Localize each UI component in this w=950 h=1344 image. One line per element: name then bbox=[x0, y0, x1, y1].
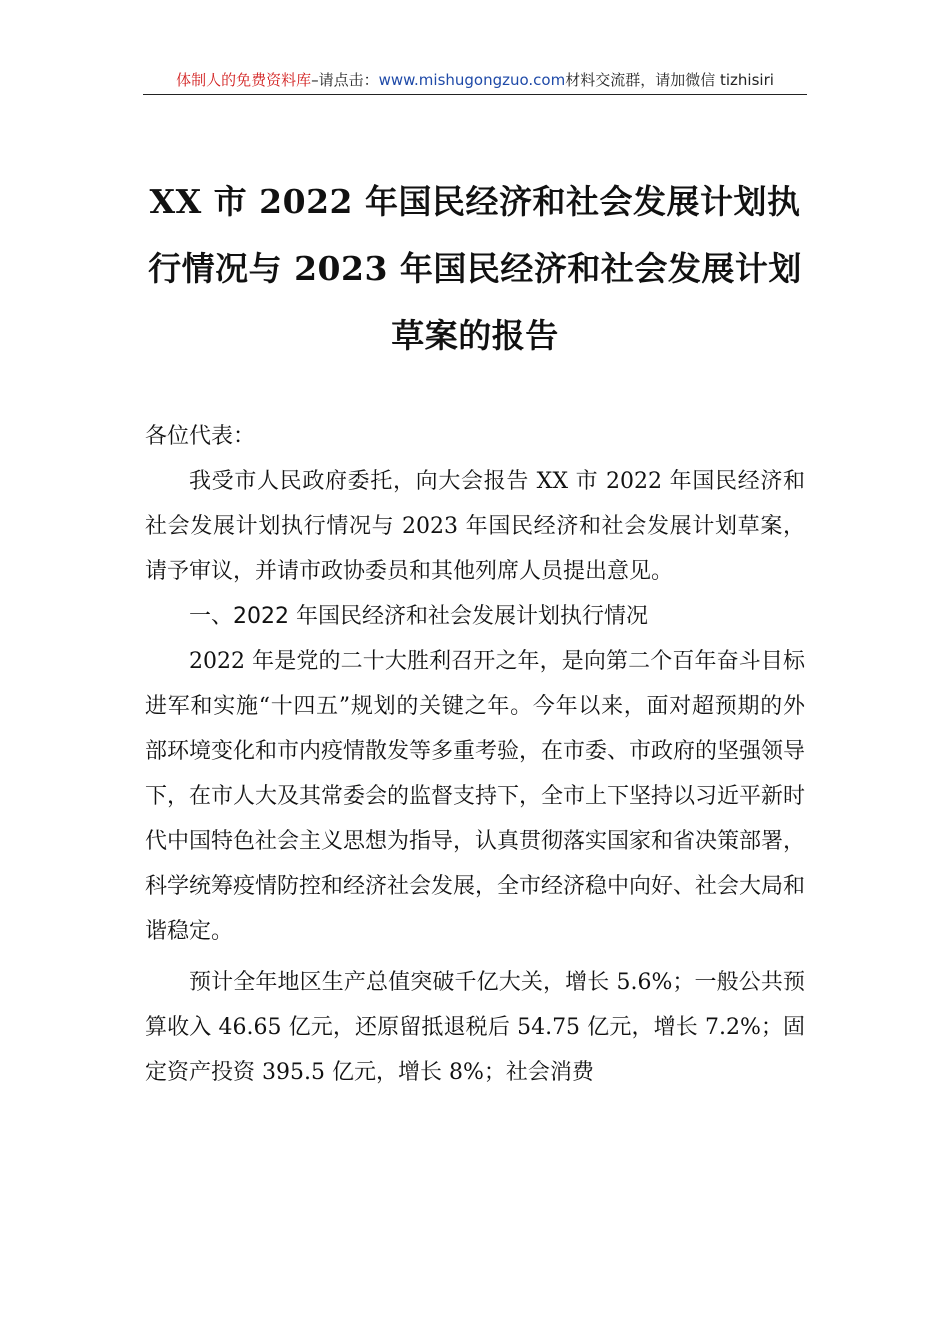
header-tail: 材料交流群，请加微信 tizhisiri bbox=[565, 71, 774, 89]
title-line-3: 草案的报告 bbox=[391, 316, 559, 355]
header-separator: –请点击： bbox=[311, 71, 379, 89]
header-brand: 体制人的免费资料库 bbox=[176, 71, 312, 89]
paragraph-overview: 2022 年是党的二十大胜利召开之年，是向第二个百年奋斗目标进军和实施“十四五”规划的关键之年。今年以来，面对超预期的外部环境变化和市内疫情散发等多重考验，在市委、市政府的坚强领导下，在市人大及其常委会的监督支持下，全市上下坚持以习近平新时代中国特色社会主义思想为指导，认真贯彻落实国家和省决策部署，科学统筹疫情防控和经济社会发展，全市经济稳中向好、社会大局和谐稳定。 bbox=[145, 649, 806, 944]
document-body bbox=[145, 414, 805, 1095]
document-title bbox=[120, 168, 830, 369]
page-header bbox=[143, 70, 807, 95]
paragraph-intro: 我受市人民政府委托，向大会报告 XX 市 2022 年国民经济和社会发展计划执行情况与 2023 年国民经济和社会发展计划草案，请予审议，并请市政协委员和其他列席人员提出意见。 bbox=[145, 469, 805, 584]
section-heading-1: 一、2022 年国民经济和社会发展计划执行情况 bbox=[189, 604, 648, 629]
header-url-link[interactable]: www.mishugongzuo.com bbox=[378, 71, 566, 89]
paragraph-indicators: 预计全年地区生产总值突破千亿大关，增长 5.6%；一般公共预算收入 46.65 亿元，还原留抵退税后 54.75 亿元，增长 7.2%；固定资产投资 395.5 亿元，增长 8%；社会消费 bbox=[145, 970, 805, 1085]
salutation: 各位代表： bbox=[145, 424, 256, 449]
title-line-2: 行情况与 2023 年国民经济和社会发展计划 bbox=[148, 249, 802, 288]
title-line-1: XX 市 2022 年国民经济和社会发展计划执 bbox=[149, 182, 801, 221]
